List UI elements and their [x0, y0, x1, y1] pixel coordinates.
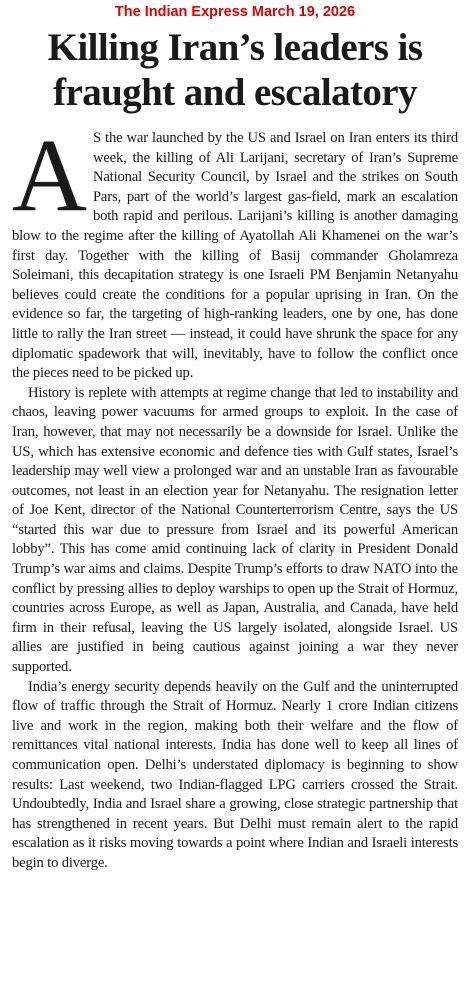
headline: Killing Iran’s leaders is fraught and escalatory	[47, 26, 423, 114]
source-line: The Indian Express March 19, 2026	[114, 4, 356, 20]
paragraph-1	[12, 118, 458, 384]
paragraph-2: History is replete with attempts at regime change that led to instability and chaos, leaving power vacuums for armed groups to exploit. In the case of Iran, however, that may not necessarily be a downside for Israel. Unlike the US, which has extensive economic and defence ties with Gulf states, Israel’s leadership may well view a prolonged war and an unstable Iran as favourable outcomes, not least in an election year for Netanyahu. The resignation letter of Joe Kent, director of the National Counterterrorism Centre, says the US “started this war due to pressure from Israel and its powerful American lobby”. This has come amid continuing lack of clarity in President Donald Trump’s war aims and claims. Despite Trump’s efforts to draw NATO into the conflict by pressing allies to deploy warships to open up the Strait of Hormuz, countries across Europe, as well as Japan, Australia, and Canada, have held firm in their refusal, leaving the US largely isolated, alongside Israel. US allies are justified in being cautious against joining a war they never supported.	[12, 384, 458, 676]
drop-cap: A	[12, 118, 87, 233]
paragraph-1-text: S the war launched by the US and Israel on Iran enters its third week, the killing of Ali Larijani, secretary of Iran’s Supreme National Security Council, by Israel and the strikes on South Pars, part of the world’s largest gas-field, mark an escalation both rapid and perilous. Larijani’s killing is another damaging blow to the regime after the killing of Ayatollah Ali Khamenei on the war’s first day. Together with the killing of Basij commander Gholamreza Soleimani, this decapitation strategy is one Israeli PM Benjamin Netanyahu believes could create the conditions for a popular uprising in Iran. On the evidence so far, the targeting of high-ranking leaders, one by one, has done little to rally the Iran street — instead, it could have shrunk the space for any diplomatic spadework that will, inevitably, have to follow the conflict once the pieces need to be picked up.	[12, 130, 458, 382]
paragraph-3: India’s energy security depends heavily on the Gulf and the uninterrupted flow of traffic through the Strait of Hormuz. Nearly 1 crore Indian citizens live and work in the region, making both their welfare and the flow of remittances vital national interests. India has done well to keep all lines of communication open. Delhi’s understated diplomacy is beginning to show results: Last weekend, two Indian-flagged LPG carriers crossed the Strait. Undoubtedly, India and Israel share a growing, close strategic partnership that has strengthened in recent years. But Delhi must remain alert to the rapid escalation as it risks moving towards a point where Indian and Israeli interests begin to diverge.	[12, 678, 458, 871]
article-body	[12, 118, 458, 874]
